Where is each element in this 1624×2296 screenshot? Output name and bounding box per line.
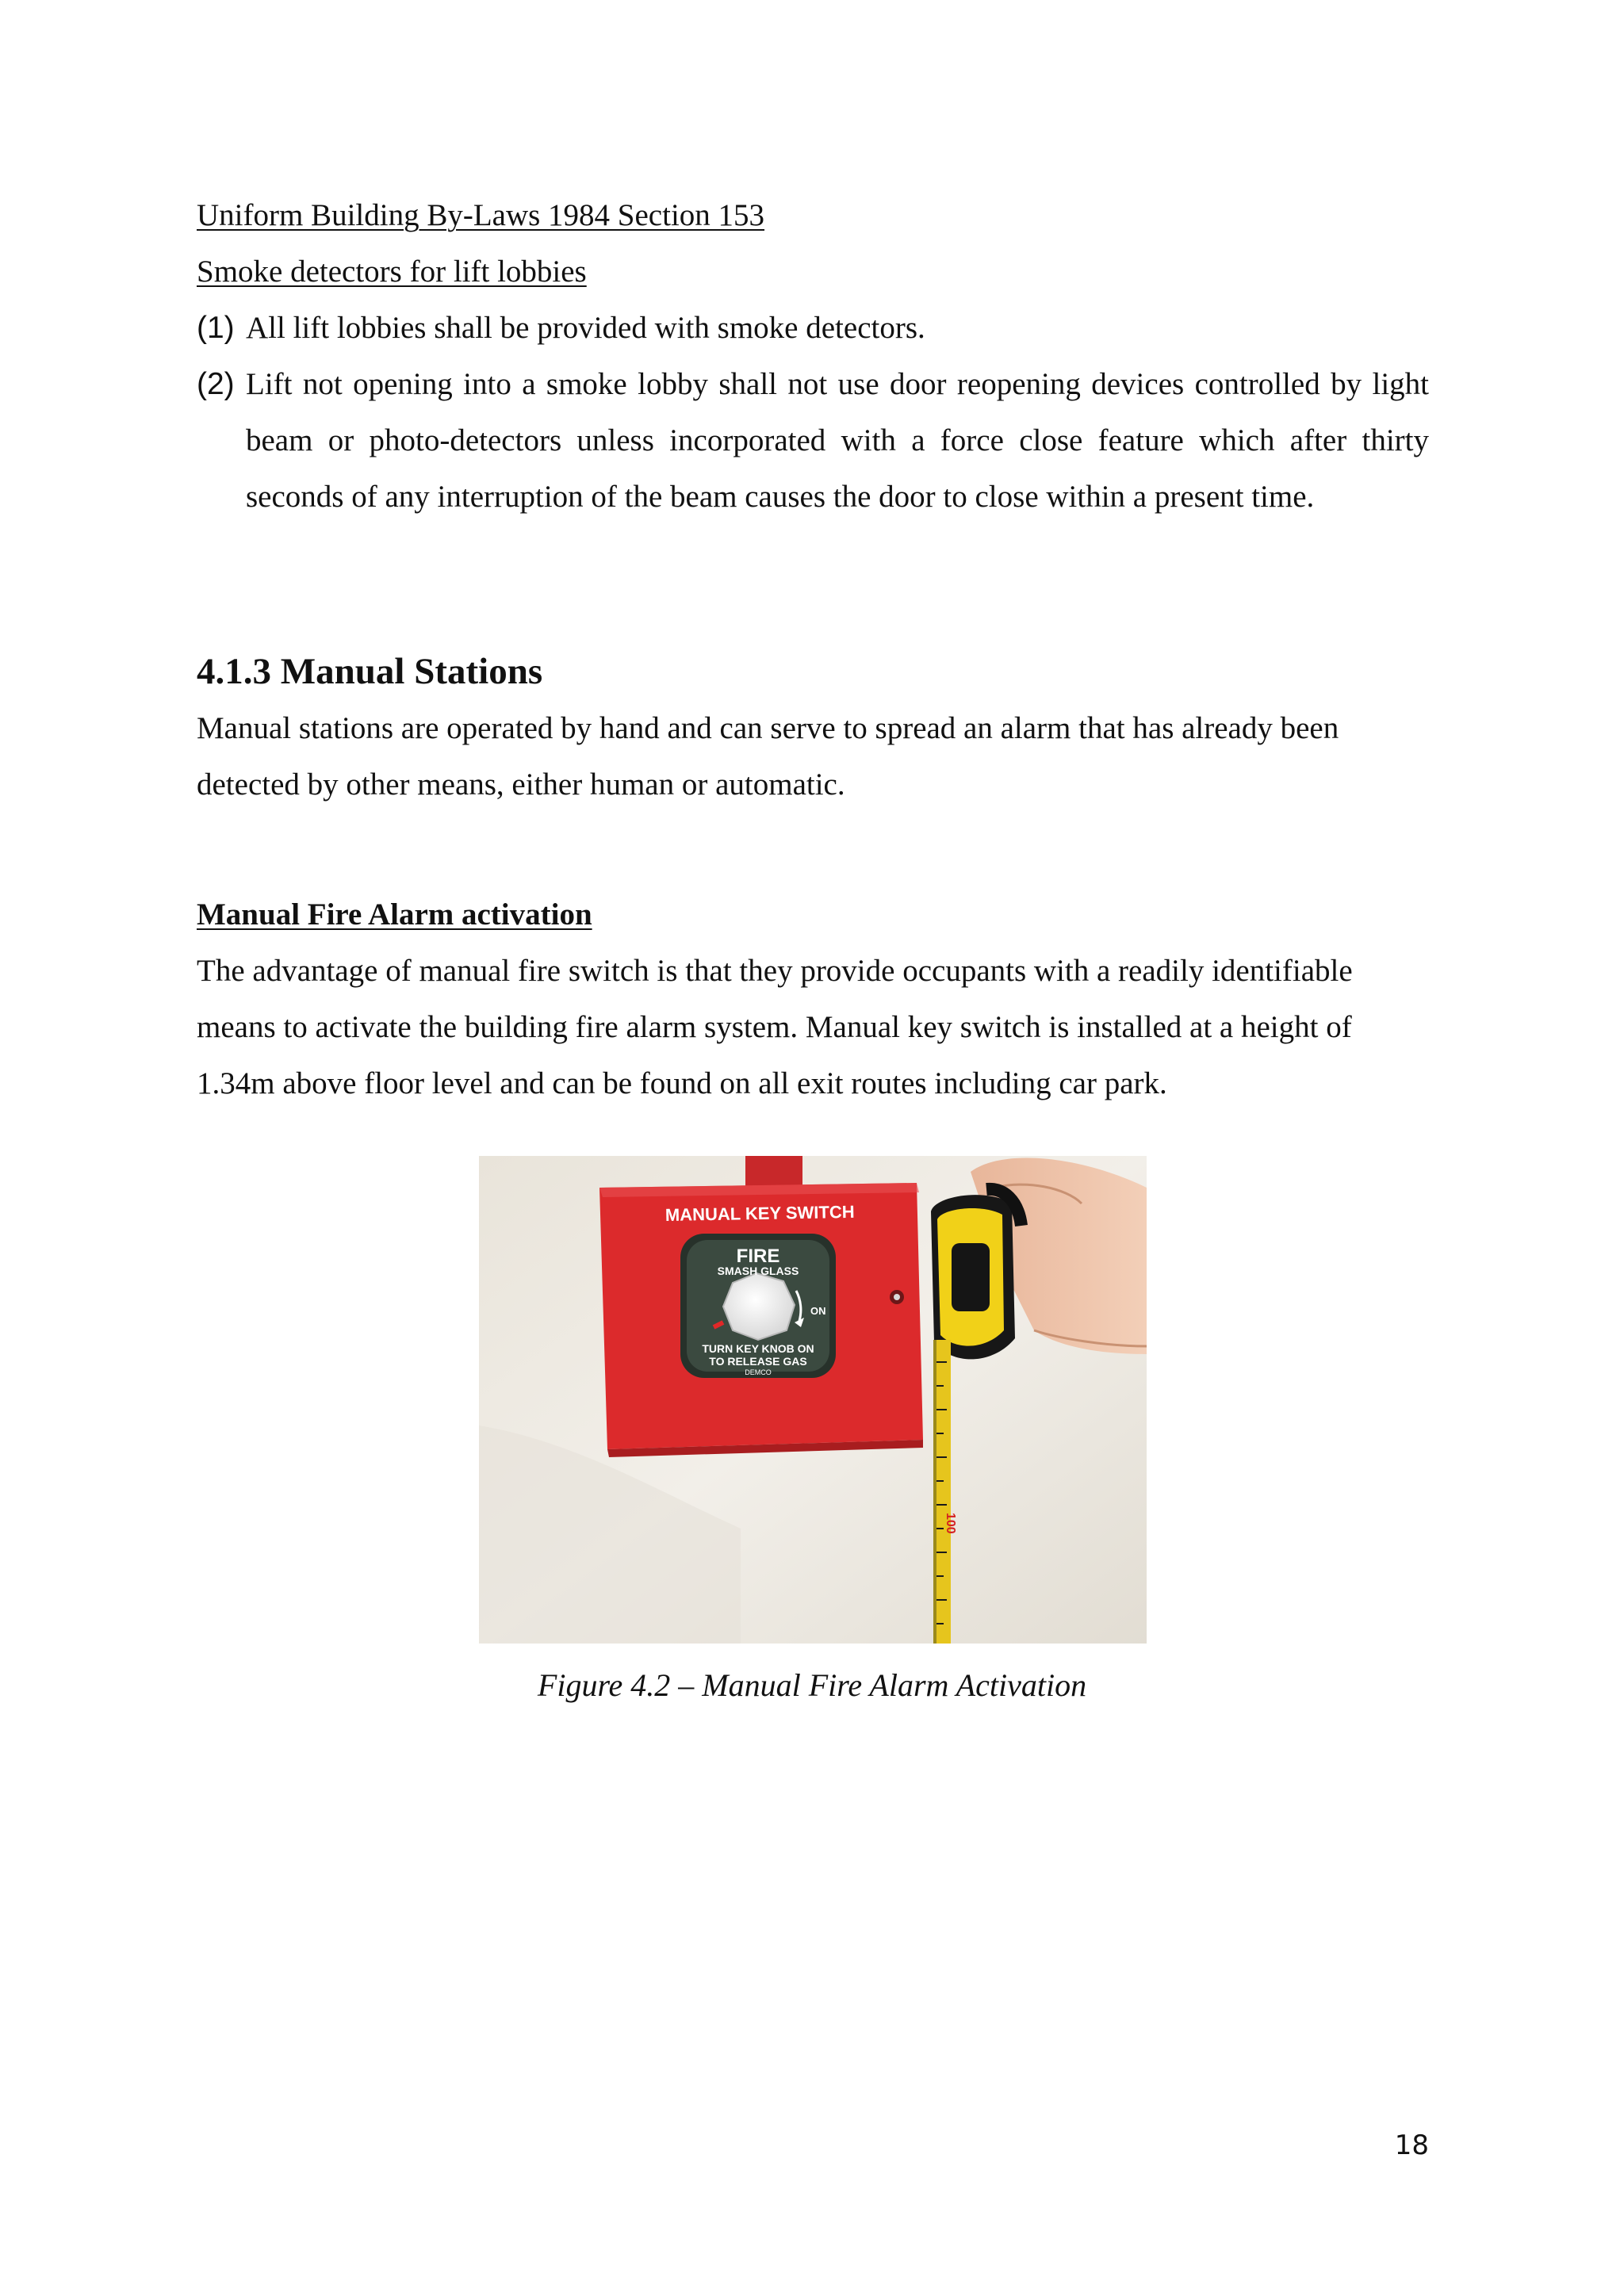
bylaw-item-1-text: All lift lobbies shall be provided with smoke detectors. bbox=[246, 311, 925, 345]
release-gas-text: TO RELEASE GAS bbox=[709, 1355, 807, 1368]
manual-stations-section bbox=[197, 644, 1429, 813]
manual-alarm-body: The advantage of manual fire switch is that they provide occupants with a readily identifiable means to activate the building fire alarm system. Manual key switch is installed at a height of 1.34m above floor level and can be found on all exit routes including car park. bbox=[197, 954, 1353, 1100]
manual-alarm-section bbox=[197, 886, 1429, 1112]
manual-key-switch-photo bbox=[479, 1156, 1147, 1644]
bylaw-item-1-number: (1) bbox=[197, 311, 235, 345]
smash-glass-text: SMASH GLASS bbox=[717, 1265, 799, 1277]
bylaw-title: Uniform Building By-Laws 1984 Section 153 bbox=[197, 198, 765, 232]
brand-text: DEMCO bbox=[745, 1368, 772, 1376]
section-intro: Manual stations are operated by hand and can serve to spread an alarm that has already been detected by other means, either human or automatic. bbox=[197, 711, 1339, 802]
fire-text: FIRE bbox=[736, 1246, 780, 1267]
bylaw-item-2-text: Lift not opening into a smoke lobby shall not use door reopening devices controlled by light beam or photo-detectors unless incorporated with a force close feature which after thirty seconds of any interruption of the beam causes the door to close within a present time. bbox=[246, 367, 1429, 514]
turn-key-text: TURN KEY KNOB ON bbox=[702, 1342, 814, 1355]
section-heading: 4.1.3 Manual Stations bbox=[197, 651, 543, 692]
figure-photo bbox=[479, 1156, 1147, 1644]
bylaw-subtitle: Smoke detectors for lift lobbies bbox=[197, 254, 587, 289]
tape-red-number: 100 bbox=[944, 1513, 957, 1534]
bylaw-item-2-number: (2) bbox=[197, 367, 235, 401]
bylaw-item-2 bbox=[197, 356, 1429, 525]
bylaw-section bbox=[197, 187, 1429, 525]
manual-alarm-subheading: Manual Fire Alarm activation bbox=[197, 897, 592, 932]
bylaw-item-1 bbox=[197, 300, 1429, 356]
on-text: ON bbox=[810, 1305, 826, 1317]
panel-title-text: MANUAL KEY SWITCH bbox=[665, 1201, 855, 1225]
figure-caption: Figure 4.2 – Manual Fire Alarm Activation bbox=[537, 1667, 1087, 1703]
page-number: 18 bbox=[1394, 2130, 1429, 2161]
